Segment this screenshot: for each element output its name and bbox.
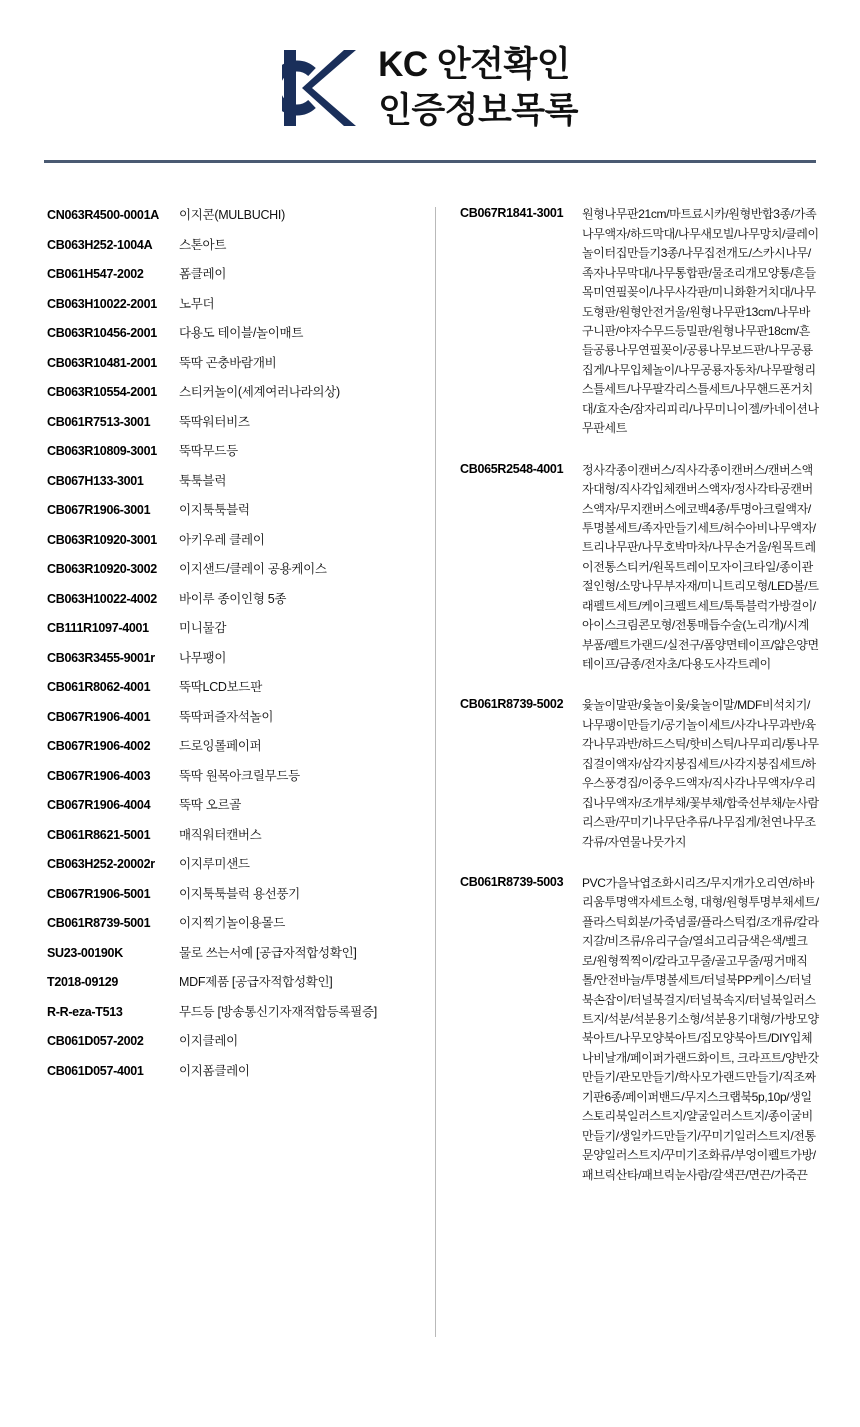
product-name: 물로 쓰는서예 [공급자적합성확인]	[179, 945, 357, 960]
product-name: 뚝딱워터비즈	[179, 414, 250, 429]
list-item	[47, 854, 417, 872]
column-divider	[435, 207, 436, 1337]
certification-code: CB061R8739-5003	[460, 874, 564, 889]
list-item	[47, 500, 417, 518]
product-name: 스티커놀이(세계여러나라의상)	[179, 385, 340, 400]
right-certification-list	[460, 205, 820, 1207]
list-item	[47, 589, 417, 607]
product-name: 이지콘(MULBUCHI)	[179, 208, 285, 223]
product-name: 뚝딱무드등	[179, 444, 238, 459]
certification-code: CB061D057-2002	[47, 1034, 144, 1049]
certification-code: CB063R10809-3001	[47, 444, 157, 459]
certification-code: CB061R8621-5001	[47, 827, 151, 842]
product-name: 바이루 종이인형 5종	[179, 591, 287, 606]
product-name: 폼클레이	[179, 267, 227, 282]
product-name: 이지샌드/클레이 공용케이스	[179, 562, 327, 577]
certification-code: CB061R8739-5002	[460, 697, 564, 712]
list-item	[47, 559, 417, 577]
certification-code: CB063R10456-2001	[47, 326, 157, 341]
product-name: 나무팽이	[179, 650, 227, 665]
list-item	[47, 1002, 417, 1020]
kc-mark-icon	[282, 46, 360, 130]
certification-code: SU23-00190K	[47, 945, 123, 960]
certification-code: CB063R3455-9001r	[47, 650, 155, 665]
certification-code: CB063R10554-2001	[47, 385, 157, 400]
product-name: PVC가을낙엽조화시리즈/무지개가오리연/하바리움투명액자세트소형, 대형/원형투명부채세트/플라스틱회분/가죽념콜/플라스틱컵/조개류/칼라지갈/비즈류/유리구슬/열쇠고리금색은색/벨크로/원형찍찍이/칼라고무줄/골고무줄/핑거매직톨/안전바늘/투명볼세트/터널북PP케이스/터널북손잡이/터널북걸지/터널북속지/터널북일러스트지/석분/석분용기소형/석분용기대형/가방모양북아트/나무모양북아트/집모양북아트/DIY입체나비날개/페이퍼가랜드화이트, 크라프트/양반갓만들기/관모만들기/학사모가랜드만들기/직조짜기판6종/페이퍼밴드/무지스크랩북5p,10p/생일스토리북일러스트지/얄굴일러스트지/종이굴비만들기/생일카드만들기/꾸미기일러스트지/전통문양일러스트지/꾸미기조화류/부엉이펠트가방/패브릭산타/패브릭눈사람/갈색끈/면끈/가죽끈	[582, 875, 819, 1182]
certification-code: CB061H547-2002	[47, 267, 144, 282]
list-item	[47, 648, 417, 666]
product-name: 아키우레 클레이	[179, 532, 265, 547]
certification-code: CB063H252-1004A	[47, 237, 153, 252]
product-name: 뚝딱퍼즐자석놀이	[179, 709, 274, 724]
product-name: 윷놀이말판/윷놀이윷/윷놀이말/MDF비석치기/나무팽이만들기/공기놀이세트/사각나무과반/육각나무과반/하드스틱/핫비스틱/나무피리/통나무집걸이액자/삼각지붕집세트/사각지붕집세트/하우스풍경집/이중우드액자/직사각나무액자/우리집나무액자/조개부채/꽃부채/합죽선부채/눈사람리스판/꾸미기나무단추류/나무집게/천연나무조각류/자연물나뭇가지	[582, 698, 819, 849]
product-name: 뚝딱LCD보드판	[179, 680, 262, 695]
page-title-line-2: 인증정보목록	[378, 91, 578, 131]
list-item	[47, 294, 417, 312]
product-name: 뚝딱 곤충바람개비	[179, 355, 277, 370]
list-item	[47, 323, 417, 341]
certification-code: T2018-09129	[47, 975, 119, 990]
product-name: 뚝딱 오르골	[179, 798, 242, 813]
list-item	[47, 884, 417, 902]
list-item	[47, 736, 417, 754]
list-item	[47, 766, 417, 784]
list-item	[47, 825, 417, 843]
list-item	[47, 913, 417, 931]
certification-code: CB067R1906-4001	[47, 709, 151, 724]
certification-code: CB061R8739-5001	[47, 916, 151, 931]
certification-code: CB111R1097-4001	[47, 621, 149, 636]
certification-code: CB061R7513-3001	[47, 414, 151, 429]
certification-code: CB061D057-4001	[47, 1063, 144, 1078]
certification-code: CB063R10481-2001	[47, 355, 157, 370]
list-item	[47, 353, 417, 371]
certification-code: CB063H10022-4002	[47, 591, 157, 606]
product-name: 이지툭툭블럭	[179, 503, 250, 518]
list-item	[47, 264, 417, 282]
page-header	[0, 0, 860, 134]
list-item	[47, 795, 417, 813]
product-name: 매직워터캔버스	[179, 827, 262, 842]
product-name: 이지툭툭블럭 용선풍기	[179, 886, 300, 901]
list-item	[47, 205, 417, 223]
list-item	[460, 696, 820, 852]
list-item	[47, 677, 417, 695]
page-title-line-1: KC 안전확인	[378, 45, 571, 84]
certification-code: CB067R1906-4004	[47, 798, 151, 813]
product-name: 원형나무판21cm/마트료시카/원형반합3종/가족나무액자/하드막대/나무새모빌/나무망치/클레이놀이터집만들기3종/나무집전개도/스카시나무/족자나무막대/나무통합판/물조리개모양통/흔들목미연필꽂이/나무사각판/미니화환거치대/나무도형판/원형안전거울/원형나무판13cm/나무바구니판/야자수무드등밀판/원형나무판18cm/흔들공룡나무연필꽂이/공룡나무보드판/나무공룡집게/나무입체놀이/나무공룡자동차/나무팔형리스틀세트/나무팔각리스틀세트/나무핸드폰거치대/효자손/잠자리피리/나무미니이젤/카네이션나무판세트	[582, 207, 819, 436]
product-name: 다용도 테이블/놀이매트	[179, 326, 304, 341]
list-item	[47, 412, 417, 430]
list-item	[47, 441, 417, 459]
certification-code: CB063R10920-3001	[47, 532, 157, 547]
product-name: 이지루미샌드	[179, 857, 250, 872]
list-item	[460, 461, 820, 675]
certification-code: CB067H133-3001	[47, 473, 144, 488]
certification-code: CN063R4500-0001A	[47, 208, 159, 223]
certification-code: CB067R1906-5001	[47, 886, 151, 901]
product-name: 이지찍기놀이용몰드	[179, 916, 285, 931]
list-item	[47, 972, 417, 990]
list-item	[460, 874, 820, 1185]
list-item	[47, 1061, 417, 1079]
product-name: 뚝딱 원목아크릴무드등	[179, 768, 300, 783]
header-divider	[44, 160, 816, 163]
product-name: 미니물감	[179, 621, 227, 636]
certification-code: R-R-eza-T513	[47, 1004, 123, 1019]
list-item	[460, 205, 820, 438]
product-name: 노무더	[179, 296, 215, 311]
certification-code: CB063R10920-3002	[47, 562, 157, 577]
list-item	[47, 235, 417, 253]
list-item	[47, 471, 417, 489]
list-item	[47, 707, 417, 725]
certification-code: CB061R8062-4001	[47, 680, 151, 695]
list-item	[47, 382, 417, 400]
product-name: 무드등 [방송통신기자재적합등록필증]	[179, 1004, 377, 1019]
list-item	[47, 943, 417, 961]
product-name: 드로잉롤페이퍼	[179, 739, 262, 754]
product-name: 스톤아트	[179, 237, 227, 252]
list-item	[47, 618, 417, 636]
product-name: 이지폼클레이	[179, 1063, 250, 1078]
left-certification-list	[35, 205, 417, 1090]
certification-code: CB067R1841-3001	[460, 206, 564, 221]
certification-code: CB067R1906-4002	[47, 739, 151, 754]
list-item	[47, 530, 417, 548]
certification-code: CB067R1906-4003	[47, 768, 151, 783]
product-name: 정사각종이캔버스/직사각종이캔버스/캔버스액자대형/직사각입체캔버스액자/정사각타공캔버스액자/무지캔버스에코백4종/투명아크릴액자/투명볼세트/족자만들기세트/허수아비나무액자/트리나무판/나무호박마차/나무손거울/원목트레이전통스티커/원목트레이모자이크타일/종이관절인형/소망나무부자재/미니트리모형/LED볼/트래펠트세트/케이크펠트세트/툭툭블럭가방걸이/아이스크림콘모형/전통매듭수술(노리개)/시계부품/펠트가랜드/실전구/폼양면테이프/얇은양면테이프/금종/전자초/다용도사각트레이	[582, 462, 819, 671]
list-item	[47, 1031, 417, 1049]
certification-code: CB067R1906-3001	[47, 503, 151, 518]
header-title-group	[378, 42, 578, 134]
product-name: MDF제품 [공급자적합성확인]	[179, 975, 333, 990]
product-name: 이지클레이	[179, 1034, 238, 1049]
certification-code: CB063H10022-2001	[47, 296, 157, 311]
content-columns	[35, 205, 825, 1337]
certification-code: CB065R2548-4001	[460, 461, 564, 476]
certification-code: CB063H252-20002r	[47, 857, 155, 872]
product-name: 툭툭블럭	[179, 473, 227, 488]
